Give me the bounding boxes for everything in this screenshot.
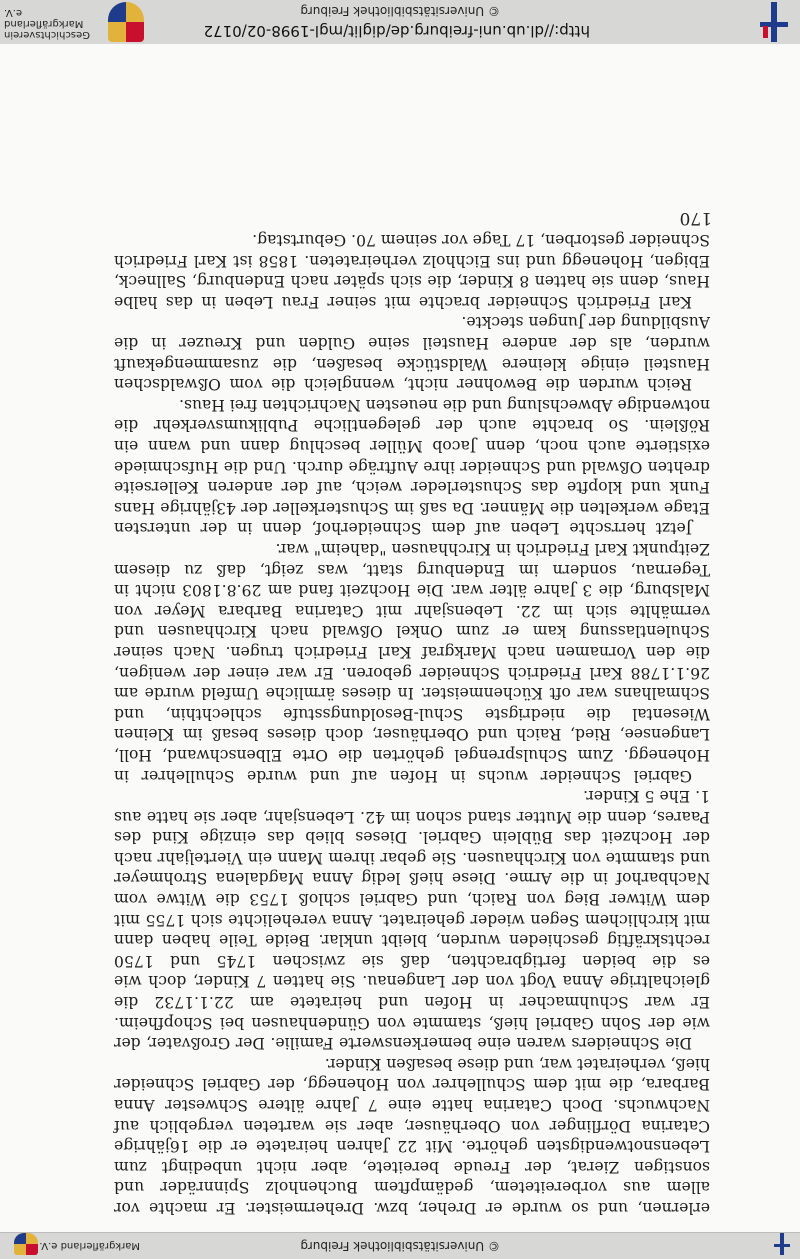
copyright-text: © Universitätsbibliothek Freiburg: [300, 4, 500, 18]
document-url[interactable]: http://dl.ub.uni-freiburg.de/diglit/mgl-1998-02/0172: [203, 22, 590, 40]
footer-copyright: © Universitätsbibliothek Freiburg: [300, 1239, 500, 1253]
paragraph: erlernen, und so wurde er Dreher, bzw. Drehermeister. Er machte vor allem aus vorbereitetem, gedämpftem Buchenholz Spinnräder und sonstigen Zierat, der Freude bereitete, aber nicht unbedingt zum Lebensnotwendigsten gehörte. Mit 22 Jahren heiratete er die 16jährige Catarina Dörflinger von Oberhäuser, aber sie warteten vergeblich auf Nachwuchs. Doch Catarina hatte eine 7 Jahre ältere Schwester Anna Barbara, die mit dem Schullehrer von Hohenegg, der Gabriel Schneider hieß, verheiratet war, und diese besaßen Kinder.: [114, 1054, 710, 1217]
footer-society: Markgräflerland e.V.: [39, 1240, 140, 1251]
paragraph: Karl Friedrich Schneider brachte mit seiner Frau Leben in das halbe Haus, denn sie hatten 8 Kinder, die sich später nach Endenburg, Sallneck, Ebigen, Hohenegg und ins Eichholz verheirateten. 1858 ist Karl Friedrich Schneider gestorben, 17 Tage vor seinem 70. Geburtstag.: [114, 231, 710, 311]
paragraph: Die Schneiders waren eine bemerkenswerte Familie. Der Großvater, der wie der Sohn Gabriel hieß, stammte von Gündenhausen bei Schopfheim. Er war Schuhmacher in Hofen und heiratete am 22.1.1732 die gleichaltrige Anna Vogt von der Langenau. Sie hatten 7 Kinder, doch wie es die beiden fertigbrachten, daß sie zwischen 1745 und 1750 rechtskräftig geschieden wurden, bleibt unklar. Beide Teile haben dann mit kirchlichem Segen wieder geheiratet. Anna verehelichte sich 1755 mit dem Witwer Bieg von Raich, und Gabriel schloß 1753 die Witwe vom Nachbarhof in die Arme. Diese hieß ledig Anna Magdalena Strohmeyer und stammte von Kirchhausen. Sie gebar ihrem Mann ein Vierteljahr nach der Hochzeit das Büblein Gabriel. Dieses blieb das einzige Kind des Paares, denn die Mutter stand schon im 42. Lebensjahr, aber sie hatte aus 1. Ehe 5 Kinder.: [114, 787, 710, 1053]
paragraph: Reich wurden die Bewohner nicht, wenngleich die vom Oßwaldschen Hausteil einige kleinere Waldstücke besaßen, die zusammengekauft wurden, als der andere Hausteil seine Gulden und Kreuzer in die Ausbildung der Jungen steckte.: [114, 313, 710, 394]
society-crest-small-icon: [14, 1233, 38, 1255]
header-bar: [0, 0, 800, 45]
society-line1: Geschichtsverein: [4, 29, 90, 40]
page-body-text: [114, 230, 710, 1219]
scanned-page: [0, 44, 800, 1233]
paragraph: Gabriel Schneider wuchs in Hofen auf und wurde Schullehrer in Hohenegg. Zum Schulsprengel gehörten die Orte Elbenschwand, Holl, Langensee, Ried, Raich und Oberhäuser, doch dieses besaß im Kleinen Wiesental die niedrigste Schul-Besoldungsstufe schlechthin, und Schmalhans war oft Küchenmeister. In dieses ärmliche Umfeld wurde am 26.1.1788 Karl Friedrich Schneider geboren. Er war einer der wenigen, die den Vornamen nach Markgraf Karl Friedrich trugen. Nach seiner Schulentlassung kam er zum Onkel Oßwald nach Kirchhausen und vermählte sich im 22. Lebensjahr mit Catarina Barbara Meyer von Malsburg, die 3 Jahre älter war. Die Hochzeit fand am 29.8.1803 nicht in Tegernau, sondern im Endenburg statt, was zeigt, daß zu diesem Zeitpunkt Karl Friedrich in Kirchhausen "daheim" war.: [114, 540, 710, 785]
page-number: 170: [679, 208, 712, 228]
society-block: [4, 7, 100, 40]
paragraph: Jetzt herrschte Leben auf dem Schneiderhof, denn in der untersten Etage werkelten die Männer. Da saß im Schusterkeller der 43jährige Hans Funk und klopfte das Schusterleder weich, auf der anderen Kellerseite drehten Oßwald und Schneider ihre Aufträge durch. Und die Hufschmiede existierte auch noch, denn Jacob Müller beschlug dann und wann ein Rößlein. So brachte auch der gelegentliche Publikumsverkehr die notwendige Abwechslung und die neuesten Nachrichten frei Haus.: [114, 395, 710, 538]
university-logo: [754, 2, 794, 42]
footer-bar: [0, 1232, 800, 1259]
university-logo-small: [770, 1233, 792, 1255]
society-crest-icon: [108, 2, 144, 42]
society-line2: Markgräflerland e.V.: [4, 7, 84, 29]
